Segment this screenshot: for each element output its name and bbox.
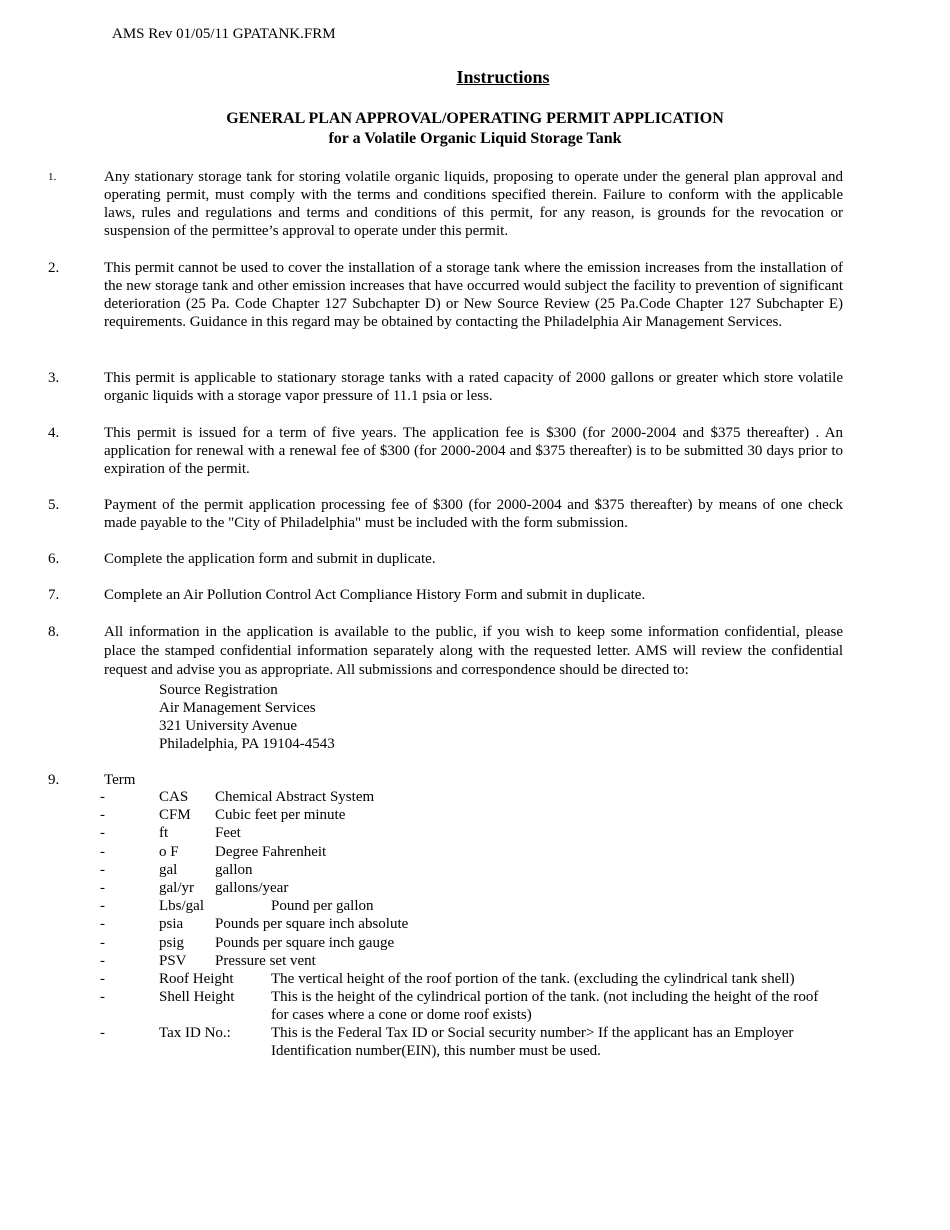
term-row xyxy=(100,915,840,933)
term-row xyxy=(100,788,840,806)
term-definition: Pounds per square inch gauge xyxy=(215,934,395,951)
term-dash: - xyxy=(100,934,105,951)
term-definition: This is the Federal Tax ID or Social security number> If the applicant has an Employer Identification number(EIN), this number must be used. xyxy=(271,1025,794,1060)
term-row xyxy=(100,897,840,915)
item-number: 7. xyxy=(48,587,60,603)
term-abbr: psia xyxy=(159,916,184,933)
instruction-item-6 xyxy=(48,550,843,568)
term-abbr: Lbs/gal xyxy=(159,898,204,915)
term-row xyxy=(100,934,840,952)
item-text: All information in the application is available to the public, if you wish to keep some information confidential, please place the stamped confidential information separately along with the requested letter. AMS will review the confidential request and advise you as appropriate. All submissions and correspondence should be directed to: xyxy=(104,624,843,678)
term-definition: The vertical height of the roof portion of the tank. (excluding the cylindrical tank shell) xyxy=(271,970,795,987)
term-row xyxy=(100,952,840,970)
term-dash: - xyxy=(100,825,105,842)
address-line: Source Registration xyxy=(159,682,278,698)
term-dash: - xyxy=(100,970,105,987)
term-abbr: CAS xyxy=(159,789,189,805)
term-definition: gallon xyxy=(215,861,253,878)
term-row xyxy=(100,970,840,988)
term-abbr: Shell Height xyxy=(159,989,235,1006)
term-definition: This is the height of the cylindrical portion of the tank. (not including the height of the roof for cases where a cone or dome roof exists) xyxy=(271,989,819,1024)
term-abbr: gal xyxy=(159,861,178,878)
term-dash: - xyxy=(100,989,105,1006)
term-row xyxy=(100,879,840,897)
instruction-item-4 xyxy=(48,424,843,478)
item-text: Complete the application form and submit in duplicate. xyxy=(104,551,436,567)
instruction-item-1 xyxy=(48,168,843,240)
item-text: Complete an Air Pollution Control Act Compliance History Form and submit in duplicate. xyxy=(104,587,646,603)
term-row xyxy=(100,843,840,861)
instruction-item-8 xyxy=(48,623,843,753)
term-row xyxy=(100,861,840,879)
item-text: This permit cannot be used to cover the installation of a storage tank where the emission increases from the installation of the new storage tank and other emission increases that have occurred would subject the facility to prevention of significant deterioration (25 Pa. Code Chapter 127 Subchapter D) or New Source Review (25 Pa.Code Chapter 127 Subchapter E) requirements. Guidance in this regard may be obtained by contacting the Philadelphia Air Management Services. xyxy=(104,260,843,330)
term-dash: - xyxy=(100,843,105,860)
instruction-item-3 xyxy=(48,369,843,405)
item-text: Any stationary storage tank for storing volatile organic liquids, proposing to operate under the general plan approval and operating permit, must comply with the terms and conditions specified therein. Failure to conform with the applicable laws, rules and regulations and terms and conditions of this permit, for any reason, is grounds for the revocation or suspension of the permittee’s approval to operate under this permit. xyxy=(104,169,843,239)
term-abbr: ft xyxy=(159,825,169,842)
address-line: Philadelphia, PA 19104-4543 xyxy=(159,736,335,752)
term-dash: - xyxy=(100,916,105,933)
mailing-address xyxy=(159,681,843,753)
item-number: 5. xyxy=(48,497,60,513)
instruction-item-7 xyxy=(48,586,843,604)
term-row xyxy=(100,824,840,842)
term-dash: - xyxy=(100,1025,105,1042)
item-number: 3. xyxy=(48,370,60,386)
term-definition: Pounds per square inch absolute xyxy=(215,916,409,933)
item-number: 9. xyxy=(48,772,60,788)
document-subtitle xyxy=(0,109,950,149)
term-definition: Chemical Abstract System xyxy=(215,789,375,805)
page-title: Instructions xyxy=(456,67,550,87)
instruction-item-2 xyxy=(48,259,843,331)
term-definition: Pressure set vent xyxy=(215,952,316,969)
term-abbr: psig xyxy=(159,934,185,951)
terms-glossary xyxy=(100,788,840,1061)
item-number: 8. xyxy=(48,624,60,640)
term-row xyxy=(100,1024,840,1060)
term-abbr: CFM xyxy=(159,807,191,824)
term-abbr: gal/yr xyxy=(159,879,194,896)
term-abbr: Roof Height xyxy=(159,970,234,987)
subtitle-line-2: for a Volatile Organic Liquid Storage Tank xyxy=(328,130,622,147)
term-dash: - xyxy=(100,861,105,878)
term-dash: - xyxy=(100,789,105,805)
item-number: 6. xyxy=(48,551,60,567)
term-definition: Degree Fahrenheit xyxy=(215,843,327,860)
term-dash: - xyxy=(100,898,105,915)
address-line: 321 University Avenue xyxy=(159,718,298,734)
term-abbr: Tax ID No.: xyxy=(159,1025,231,1042)
item-number: 4. xyxy=(48,425,60,441)
term-abbr: PSV xyxy=(159,952,187,969)
term-dash: - xyxy=(100,952,105,969)
term-abbr: o F xyxy=(159,843,179,860)
item-number: 1. xyxy=(48,171,57,183)
instruction-item-9 xyxy=(48,771,843,789)
term-dash: - xyxy=(100,807,105,824)
term-definition: Feet xyxy=(215,825,241,842)
address-line: Air Management Services xyxy=(159,700,316,716)
term-definition: gallons/year xyxy=(215,879,289,896)
form-revision-header: AMS Rev 01/05/11 GPATANK.FRM xyxy=(112,26,336,42)
term-row xyxy=(100,806,840,824)
subtitle-line-1: GENERAL PLAN APPROVAL/OPERATING PERMIT APPLICATION xyxy=(226,110,724,127)
item-text: This permit is issued for a term of five years. The application fee is $300 (for 2000-2004 and $375 thereafter) . An application for renewal with a renewal fee of $300 (for 2000-2004 and $375 thereafter) is to be submitted 30 days prior to expiration of the permit. xyxy=(104,425,843,477)
term-row xyxy=(100,988,840,1024)
item-text: This permit is applicable to stationary storage tanks with a rated capacity of 2000 gallons or greater which store volatile organic liquids with a storage vapor pressure of 11.1 psia or less. xyxy=(104,370,843,404)
item-number: 2. xyxy=(48,260,60,276)
term-definition: Cubic feet per minute xyxy=(215,807,346,824)
term-dash: - xyxy=(100,879,105,896)
term-heading: Term xyxy=(104,772,136,788)
item-text: Payment of the permit application processing fee of $300 (for 2000-2004 and $375 thereafter) by means of one check made payable to the "City of Philadelphia" must be included with the form submission. xyxy=(104,497,843,531)
term-definition: Pound per gallon xyxy=(271,898,374,915)
instruction-item-5 xyxy=(48,496,843,532)
